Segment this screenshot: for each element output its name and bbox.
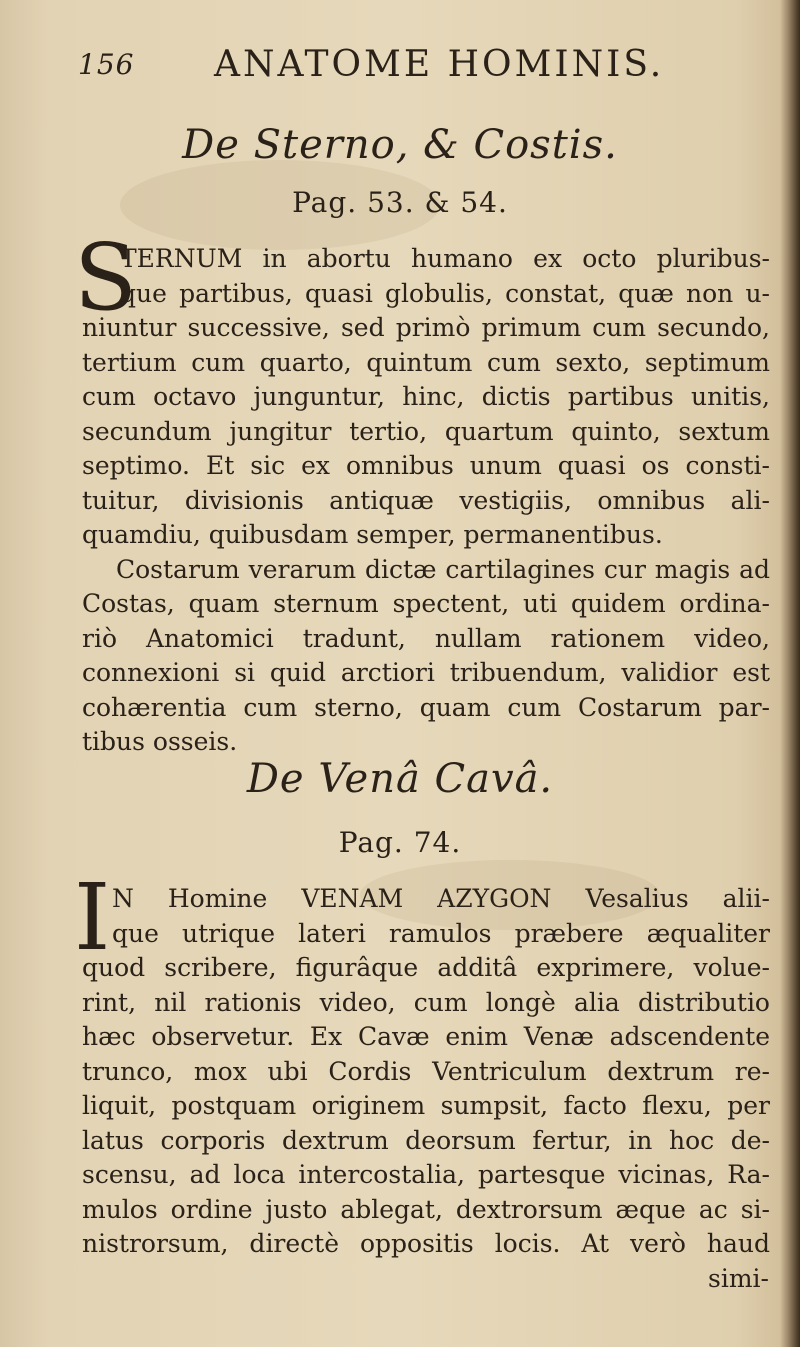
text-line: liquit, postquam originem sumpsit, facto flexu, per [82,1091,770,1120]
text-line: mulos ordine justo ablegat, dextrorsum æque ac si- [82,1194,770,1224]
text-line: latus corporis dextrum deorsum fertur, in hoc de- [82,1125,770,1155]
text-line: N Homine VENAM AZYGON Vesalius alii- [112,884,770,913]
text-line: scensu, ad loca intercostalia, partesque vicinas, Ra- [82,1160,770,1189]
text-line: cohærentia cum sterno, quam cum Costarum par- [82,692,770,722]
text-line: nistrorsum, directè oppositis locis. At verò haud [82,1229,770,1258]
drop-capital: S [74,224,138,331]
text-line: tertium cum quarto, quintum cum sexto, septimum [82,347,770,377]
page-reference: Pag. 53. & 54. [292,186,508,219]
drop-capital: I [74,864,111,971]
text-line: trunco, mox ubi Cordis Ventriculum dextrum re- [82,1056,770,1086]
text-line: septimo. Et sic ex omnibus unum quasi os consti- [82,451,770,480]
paragraph-vena-cava [82,882,770,1296]
catchword: simi- [708,1263,769,1293]
text-line: rint, nil rationis video, cum longè alia distributio [82,987,770,1017]
text-line: quod scribere, figurâque additâ exprimere, volue- [82,953,770,982]
page-reference: Pag. 74. [338,826,462,859]
section-title-vena-cava: De Venâ Cavâ. [246,756,554,802]
page-number: 156 [78,48,135,81]
text-line: hæc observetur. Ex Cavæ enim Venæ adscendente [82,1022,770,1051]
section-title-sterno: De Sterno, & Costis. [182,122,618,168]
text-line: que partibus, quasi globulis, constat, quæ non u- [120,278,770,308]
text-line: Costarum verarum dictæ cartilagines cur magis ad [116,554,770,584]
text-line: cum octavo junguntur, hinc, dictis partibus unitis, [82,382,770,411]
text-line: niuntur successive, sed primò primum cum secundo, [82,313,770,342]
text-line: connexioni si quid arctiori tribuendum, validior est [82,658,770,687]
text-line: tuitur, divisionis antiquæ vestigiis, omnibus ali- [82,485,770,515]
text-line: que utrique lateri ramulos præbere æqualiter [112,918,770,948]
text-line: quamdiu, quibusdam semper, permanentibus. [82,520,663,549]
page-header [78,38,718,90]
text-line: tibus osseis. [82,727,238,756]
text-line: TERNUM in abortu humano ex octo pluribus- [120,244,770,273]
running-head: ANATOME HOMINIS. [214,44,665,85]
paragraph-sterno [82,242,770,760]
text-line: riò Anatomici tradunt, nullam rationem video, [82,623,770,653]
page-edge-shadow [780,0,800,1347]
text-line: Costas, quam sternum spectent, uti quidem ordina- [82,589,770,618]
text-line: secundum jungitur tertio, quartum quinto, sextum [82,416,770,446]
